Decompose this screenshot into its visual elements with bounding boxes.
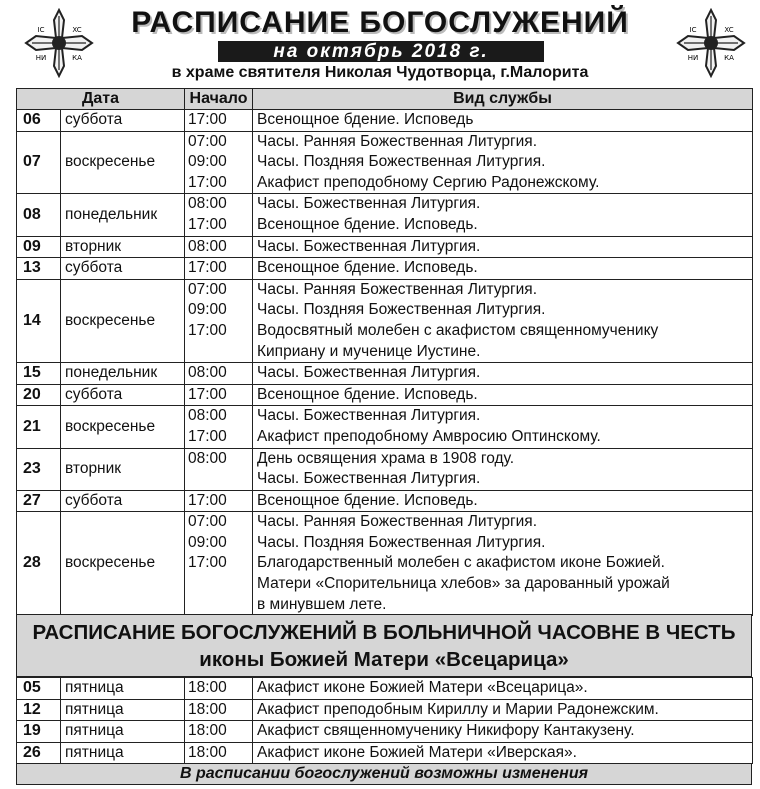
table-row (17, 448, 753, 490)
services (253, 258, 753, 280)
weekday: пятница (61, 678, 185, 700)
weekday: суббота (61, 110, 185, 132)
date-number: 26 (17, 742, 61, 764)
chapel-heading-line2: иконы Божией Матери «Всецарица» (199, 648, 569, 671)
date-number: 27 (17, 490, 61, 512)
table-row (17, 721, 753, 743)
start-time: 09:00 (188, 533, 227, 551)
service-text: Часы. Божественная Литургия. (257, 470, 481, 488)
page-title: РАСПИСАНИЕ БОГОСЛУЖЕНИЙ (131, 6, 629, 39)
services (253, 512, 753, 616)
header (0, 0, 760, 88)
start-times (185, 406, 253, 448)
start-time: 08:00 (188, 364, 227, 382)
chapel-heading-line1: РАСПИСАНИЕ БОГОСЛУЖЕНИЙ В БОЛЬНИЧНОЙ ЧАСОВНЕ В ЧЕСТЬ (32, 621, 736, 644)
service-text: Часы. Поздняя Божественная Литургия. (257, 533, 546, 551)
column-header-start: Начало (185, 89, 253, 110)
service-text: День освящения храма в 1908 году. (257, 449, 515, 467)
service-text: Всенощное бдение. Исповедь. (257, 385, 478, 403)
service-text: Акафист иконе Божией Матери «Иверская». (253, 742, 753, 764)
start-time: 17:00 (188, 173, 227, 191)
start-time: 17:00 (188, 427, 227, 445)
weekday: вторник (61, 448, 185, 490)
start-time: 08:00 (188, 237, 227, 255)
table-row (17, 236, 753, 258)
start-time: 09:00 (188, 153, 227, 171)
date-number: 21 (17, 406, 61, 448)
date-number: 13 (17, 258, 61, 280)
svg-text:КА: КА (72, 54, 82, 62)
services (253, 131, 753, 194)
date-number: 20 (17, 384, 61, 406)
start-time: 09:00 (188, 301, 227, 319)
weekday: суббота (61, 384, 185, 406)
svg-text:XC: XC (724, 26, 734, 34)
schedule-table (16, 88, 753, 616)
start-time: 07:00 (188, 513, 227, 531)
services (253, 490, 753, 512)
table-row (17, 110, 753, 132)
weekday: понедельник (61, 363, 185, 385)
svg-text:IC: IC (37, 26, 45, 34)
start-times (185, 512, 253, 616)
start-time: 18:00 (185, 721, 253, 743)
table-row (17, 131, 753, 194)
start-times (185, 110, 253, 132)
services (253, 279, 753, 362)
service-text: Водосвятный молебен с акафистом священномученику (257, 321, 659, 339)
table-row (17, 384, 753, 406)
date-number: 14 (17, 279, 61, 362)
weekday: понедельник (61, 194, 185, 236)
start-times (185, 363, 253, 385)
weekday: воскресенье (61, 279, 185, 362)
service-text: Часы. Божественная Литургия. (257, 407, 481, 425)
service-text: Часы. Ранняя Божественная Литургия. (257, 132, 537, 150)
footer-note: В расписании богослужений возможны изменения (16, 763, 752, 785)
service-text: Всенощное бдение. Исповедь (257, 111, 474, 128)
service-text: Всенощное бдение. Исповедь. (257, 491, 478, 509)
table-row (17, 742, 753, 764)
svg-text:НИ: НИ (35, 54, 47, 62)
table-row (17, 406, 753, 448)
month-subtitle: на октябрь 2018 г. (218, 41, 544, 62)
table-row (17, 258, 753, 280)
column-header-date: Дата (17, 89, 185, 110)
start-times (185, 258, 253, 280)
services (253, 384, 753, 406)
chapel-body (17, 678, 753, 764)
svg-text:IC: IC (689, 26, 697, 34)
weekday: суббота (61, 258, 185, 280)
start-times (185, 131, 253, 194)
date-number: 06 (17, 110, 61, 132)
service-text: Часы. Поздняя Божественная Литургия. (257, 301, 546, 319)
start-time: 17:00 (188, 491, 227, 509)
table-header-row (17, 89, 753, 110)
service-text: Часы. Поздняя Божественная Литургия. (257, 153, 546, 171)
services (253, 406, 753, 448)
service-text: Всенощное бдение. Исповедь. (257, 259, 478, 277)
weekday: воскресенье (61, 406, 185, 448)
service-text: Акафист иконе Божией Матери «Всецарица». (253, 678, 753, 700)
start-time: 17:00 (188, 259, 227, 277)
start-time: 18:00 (185, 678, 253, 700)
date-number: 12 (17, 699, 61, 721)
table-row (17, 512, 753, 616)
start-time: 07:00 (188, 280, 227, 298)
weekday: пятница (61, 699, 185, 721)
service-text: Часы. Ранняя Божественная Литургия. (257, 280, 537, 298)
services (253, 110, 753, 132)
service-text: Акафист преподобному Амвросию Оптинскому. (257, 427, 601, 445)
start-time: 17:00 (188, 385, 227, 403)
table-row (17, 194, 753, 236)
services (253, 236, 753, 258)
service-text: Акафист преподобному Сергию Радонежскому. (257, 173, 600, 191)
schedule-body (17, 110, 753, 616)
services (253, 194, 753, 236)
chapel-schedule-table (16, 677, 753, 764)
service-text: Акафист священномученику Никифору Кантакузену. (253, 721, 753, 743)
date-number: 23 (17, 448, 61, 490)
date-number: 28 (17, 512, 61, 616)
services (253, 448, 753, 490)
start-times (185, 194, 253, 236)
chapel-heading (16, 614, 752, 677)
service-text: Часы. Ранняя Божественная Литургия. (257, 513, 537, 531)
start-time: 17:00 (188, 111, 227, 128)
date-number: 07 (17, 131, 61, 194)
service-text: Киприану и мученице Иустине. (257, 342, 481, 360)
start-time: 08:00 (188, 449, 227, 467)
start-time: 08:00 (188, 195, 227, 213)
church-name: в храме святителя Николая Чудотворца, г.Малорита (171, 64, 589, 81)
service-text: Часы. Божественная Литургия. (257, 237, 481, 255)
date-number: 05 (17, 678, 61, 700)
start-time: 17:00 (188, 554, 227, 572)
weekday: вторник (61, 236, 185, 258)
start-times (185, 490, 253, 512)
svg-text:НИ: НИ (687, 54, 699, 62)
column-header-service: Вид службы (253, 89, 753, 110)
start-time: 08:00 (188, 407, 227, 425)
start-times (185, 236, 253, 258)
table-row (17, 279, 753, 362)
service-text: Акафист преподобным Кириллу и Марии Радонежским. (253, 699, 753, 721)
start-times (185, 279, 253, 362)
weekday: суббота (61, 490, 185, 512)
start-time: 07:00 (188, 132, 227, 150)
table-row (17, 678, 753, 700)
start-times (185, 384, 253, 406)
svg-text:XC: XC (72, 26, 82, 34)
service-text: Часы. Божественная Литургия. (257, 364, 481, 382)
table-row (17, 490, 753, 512)
service-text: Матери «Спорительница хлебов» за дарованный урожай (257, 575, 670, 593)
service-text: в минувшем лете. (257, 595, 387, 613)
cross-emblem-icon (24, 8, 94, 78)
start-time: 18:00 (185, 699, 253, 721)
service-text: Часы. Божественная Литургия. (257, 195, 481, 213)
date-number: 09 (17, 236, 61, 258)
start-time: 18:00 (185, 742, 253, 764)
start-times (185, 448, 253, 490)
date-number: 19 (17, 721, 61, 743)
svg-text:КА: КА (724, 54, 734, 62)
service-text: Благодарственный молебен с акафистом иконе Божией. (257, 554, 665, 572)
weekday: воскресенье (61, 512, 185, 616)
table-row (17, 699, 753, 721)
table-row (17, 363, 753, 385)
weekday: пятница (61, 721, 185, 743)
start-time: 17:00 (188, 215, 227, 233)
service-text: Всенощное бдение. Исповедь. (257, 215, 478, 233)
weekday: пятница (61, 742, 185, 764)
date-number: 15 (17, 363, 61, 385)
cross-emblem-icon (676, 8, 746, 78)
date-number: 08 (17, 194, 61, 236)
start-time: 17:00 (188, 321, 227, 339)
services (253, 363, 753, 385)
weekday: воскресенье (61, 131, 185, 194)
